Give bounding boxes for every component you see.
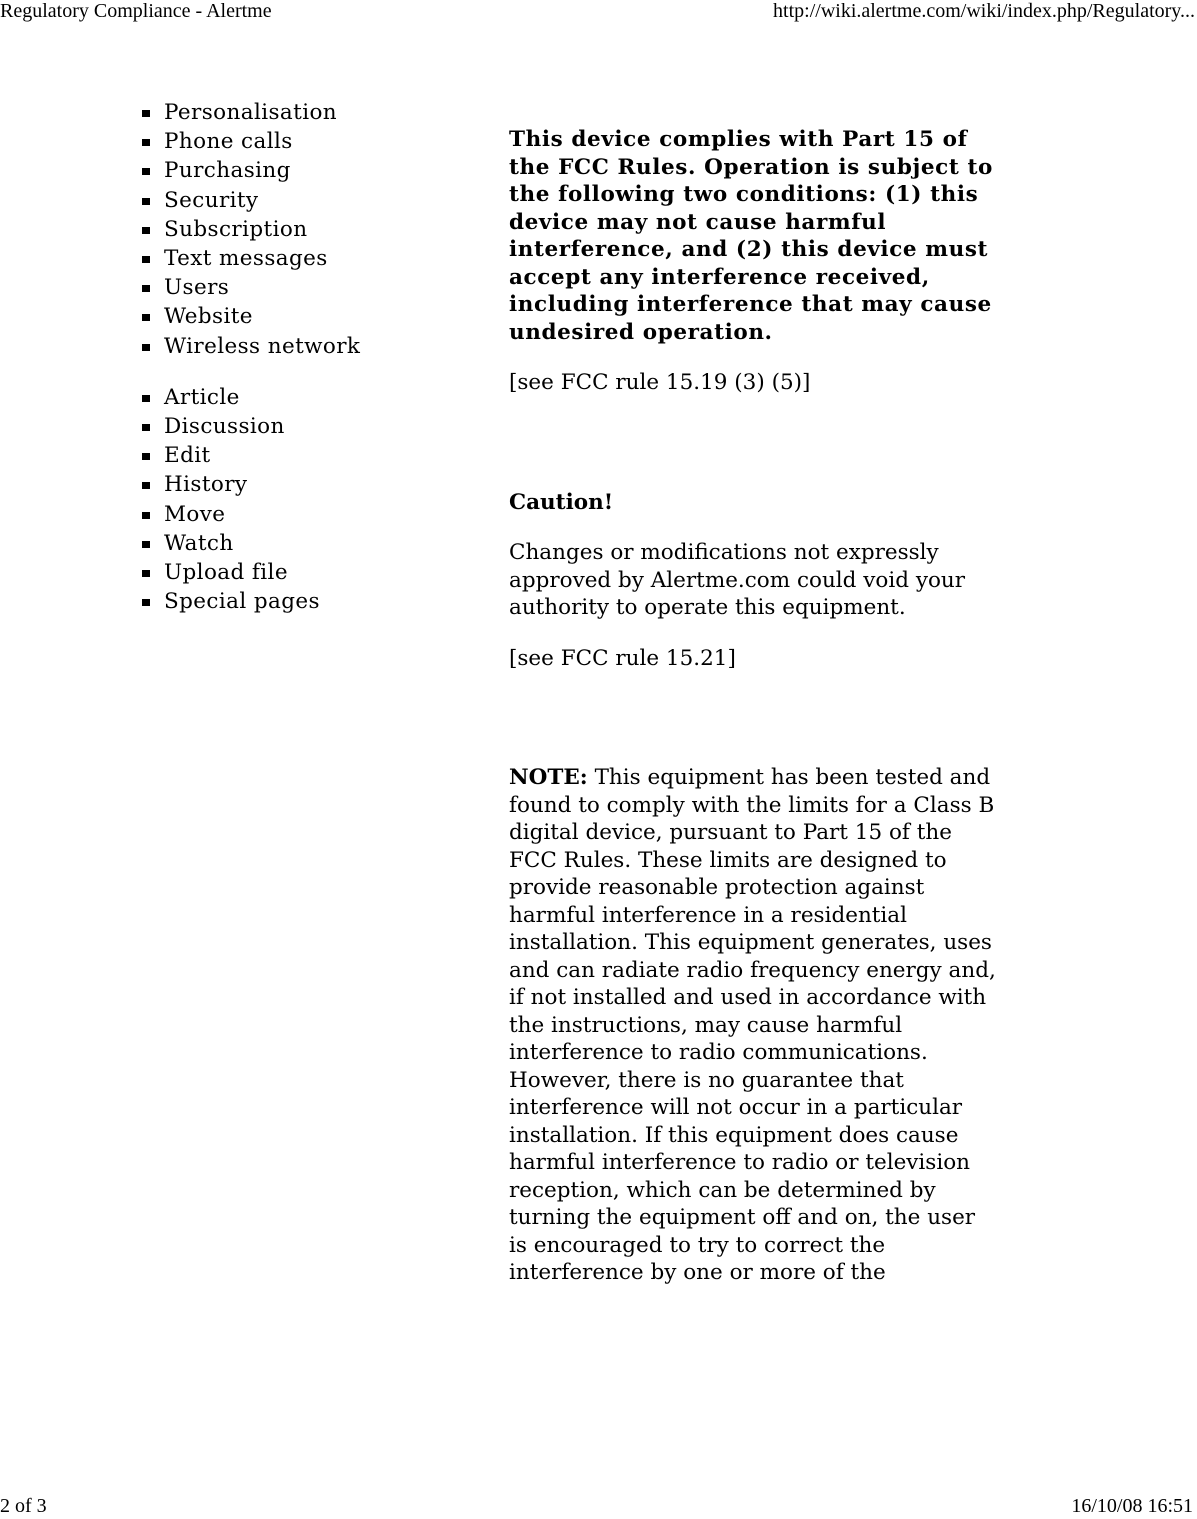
sidebar-item-label: Users bbox=[164, 275, 230, 301]
sidebar-item-label: Text messages bbox=[164, 246, 328, 272]
square-bullet-icon bbox=[142, 482, 150, 489]
square-bullet-icon bbox=[142, 512, 150, 519]
action-label: History bbox=[164, 472, 248, 498]
sidebar bbox=[138, 98, 438, 616]
print-footer-page: 2 of 3 bbox=[0, 1495, 47, 1517]
caution-heading: Caution! bbox=[509, 489, 614, 515]
sidebar-item-label: Phone calls bbox=[164, 129, 293, 155]
square-bullet-icon bbox=[142, 314, 150, 321]
square-bullet-icon bbox=[142, 541, 150, 548]
action-special-pages[interactable] bbox=[138, 587, 438, 616]
square-bullet-icon bbox=[142, 198, 150, 205]
sidebar-item-label: Subscription bbox=[164, 216, 308, 242]
square-bullet-icon bbox=[142, 599, 150, 606]
action-watch[interactable] bbox=[138, 529, 438, 558]
sidebar-item-text-messages[interactable] bbox=[138, 244, 438, 273]
caution-rule-reference: [see FCC rule 15.21] bbox=[509, 645, 736, 671]
sidebar-item-phone-calls[interactable] bbox=[138, 127, 438, 156]
sidebar-item-label: Personalisation bbox=[164, 100, 338, 125]
action-label: Upload file bbox=[164, 560, 288, 586]
square-bullet-icon bbox=[142, 168, 150, 175]
square-bullet-icon bbox=[142, 424, 150, 431]
square-bullet-icon bbox=[142, 110, 150, 117]
sidebar-item-label: Purchasing bbox=[164, 158, 291, 184]
note-paragraph bbox=[509, 764, 999, 1287]
sidebar-item-security[interactable] bbox=[138, 186, 438, 215]
action-label: Special pages bbox=[164, 589, 320, 615]
action-discussion[interactable] bbox=[138, 412, 438, 441]
print-footer-datetime: 16/10/08 16:51 bbox=[1071, 1495, 1193, 1517]
sidebar-item-wireless-network[interactable] bbox=[138, 332, 438, 361]
action-move[interactable] bbox=[138, 500, 438, 529]
sidebar-item-users[interactable] bbox=[138, 273, 438, 302]
action-history[interactable] bbox=[138, 470, 438, 499]
action-upload-file[interactable] bbox=[138, 558, 438, 587]
sidebar-item-purchasing[interactable] bbox=[138, 156, 438, 185]
action-label: Article bbox=[164, 384, 240, 410]
square-bullet-icon bbox=[142, 256, 150, 263]
sidebar-item-label: Wireless network bbox=[164, 333, 361, 359]
action-label: Discussion bbox=[164, 414, 285, 440]
sidebar-item-label: Security bbox=[164, 187, 259, 213]
square-bullet-icon bbox=[142, 285, 150, 292]
action-label: Move bbox=[164, 501, 226, 527]
article-content bbox=[509, 126, 999, 1287]
sidebar-item-label: Website bbox=[164, 304, 253, 330]
action-edit[interactable] bbox=[138, 441, 438, 470]
sidebar-actions-list bbox=[138, 383, 438, 617]
sidebar-item-personalisation[interactable] bbox=[138, 98, 438, 127]
action-label: Edit bbox=[164, 443, 211, 469]
compliance-rule-reference: [see FCC rule 15.19 (3) (5)] bbox=[509, 370, 811, 395]
action-label: Watch bbox=[164, 530, 234, 556]
sidebar-item-subscription[interactable] bbox=[138, 215, 438, 244]
note-label: NOTE: bbox=[509, 765, 588, 790]
action-article[interactable] bbox=[138, 383, 438, 412]
sidebar-item-website[interactable] bbox=[138, 302, 438, 331]
square-bullet-icon bbox=[142, 139, 150, 146]
note-text: This equipment has been tested and found to comply with the limits for a Class B digital device, pursuant to Part 15 of the FCC Rules. These limits are designed to provide reasonable protection against harmful interference in a residential installation. This equipment generates, uses and can radiate radio frequency energy and, if not installed and used in accordance with the instructions, may cause harmful interference to radio communications. However, there is no guarantee that interference will not occur in a particular installation. If this equipment does cause harmful interference to radio or television reception, which can be determined by turning the equipment off and on, the user is encouraged to try to correct the interference by one or more of the bbox=[509, 765, 996, 1285]
square-bullet-icon bbox=[142, 395, 150, 402]
square-bullet-icon bbox=[142, 570, 150, 577]
print-header-title: Regulatory Compliance - Alertme bbox=[0, 0, 272, 22]
sidebar-navigation-list bbox=[138, 98, 438, 361]
square-bullet-icon bbox=[142, 453, 150, 460]
compliance-statement: This device complies with Part 15 of the FCC Rules. Operation is subject to the following two conditions: (1) this device may not cause harmful interference, and (2) this device must accept any interference received, including interference that may cause undesired operation. bbox=[509, 127, 993, 345]
spacer bbox=[509, 672, 999, 764]
square-bullet-icon bbox=[142, 227, 150, 234]
caution-text: Changes or modifications not expressly approved by Alertme.com could void your authority to operate this equipment. bbox=[509, 540, 966, 620]
print-header-url: http://wiki.alertme.com/wiki/index.php/Regulatory... bbox=[773, 0, 1195, 22]
spacer bbox=[509, 397, 999, 489]
square-bullet-icon bbox=[142, 344, 150, 351]
